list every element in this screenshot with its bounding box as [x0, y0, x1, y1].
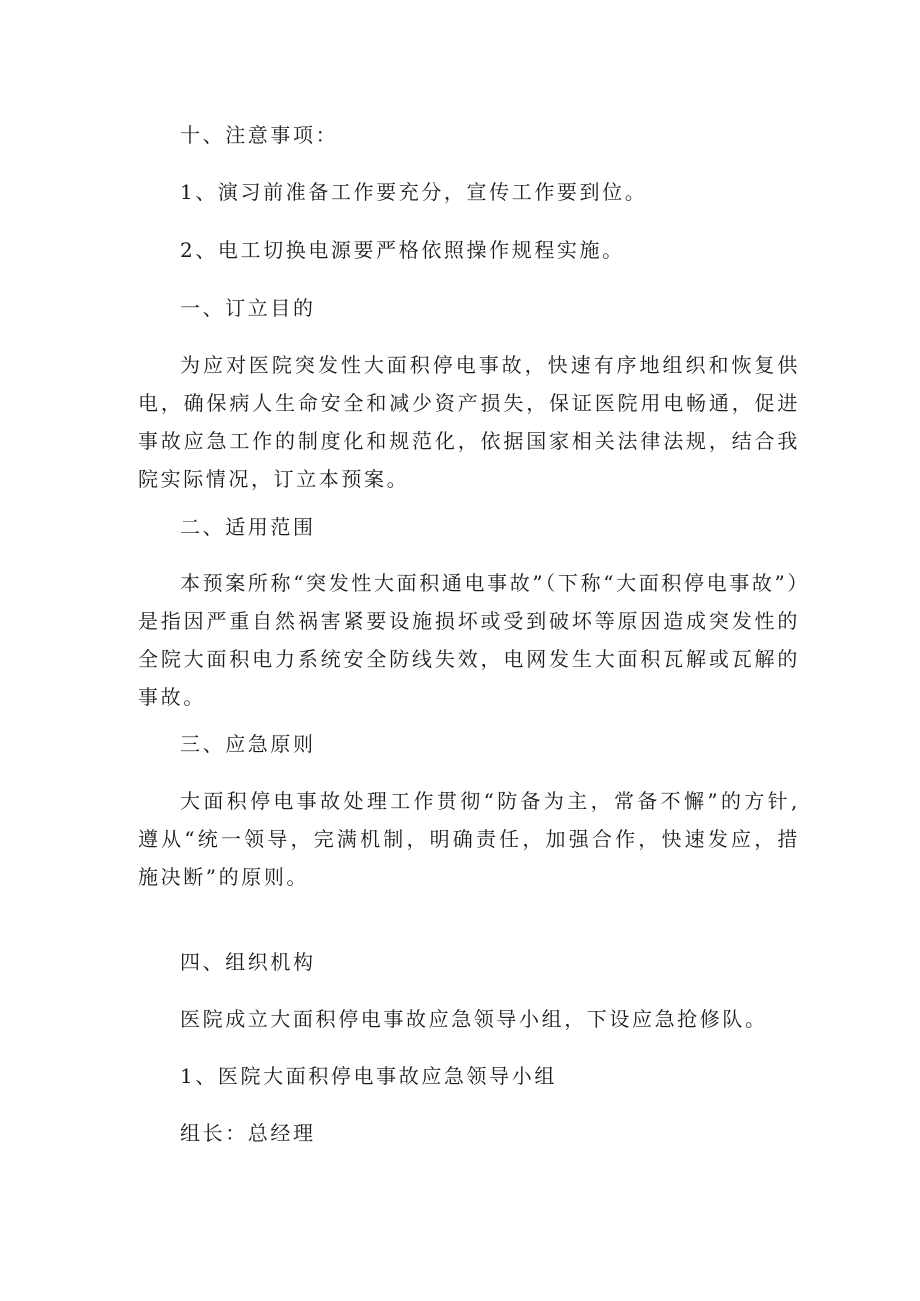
section-ten-heading: 十、注意事项：: [180, 123, 339, 147]
section-four-heading: 四、组织机构: [180, 950, 316, 974]
section-three-heading: 三、应急原则: [180, 732, 316, 756]
subsection-one-heading: 1、医院大面积停电事故应急领导小组: [180, 1064, 557, 1088]
note-2: 2、电工切换电源要严格依照操作规程实施。: [180, 238, 625, 262]
group-leader-line: 组长：总经理: [180, 1121, 316, 1145]
scope-paragraph: 本预案所称“突发性大面积通电事故”（下称“大面积停电事故”）是指因严重自然祸害紧要设施损坏或受到破坏等原因造成突发性的全院大面积电力系统安全防线失效，电网发生大面积瓦解或瓦解的事故。: [138, 571, 800, 709]
organization-paragraph: 医院成立大面积停电事故应急领导小组，下设应急抢修队。: [180, 1007, 768, 1031]
section-one-heading: 一、订立目的: [180, 296, 316, 320]
purpose-paragraph: 为应对医院突发性大面积停电事故，快速有序地组织和恢复供电，确保病人生命安全和减少资产损失，保证医院用电畅通，促进事故应急工作的制度化和规范化，依据国家相关法律法规，结合我院实际情况，订立本预案。: [138, 353, 800, 491]
section-two-heading: 二、适用范围: [180, 515, 316, 539]
principle-paragraph: 大面积停电事故处理工作贯彻“防备为主，常备不懈”的方针,遵从“统一领导，完满机制，明确责任，加强合作，快速发应，措施决断”的原则。: [138, 789, 800, 889]
note-1: 1、演习前准备工作要充分，宣传工作要到位。: [180, 180, 648, 204]
